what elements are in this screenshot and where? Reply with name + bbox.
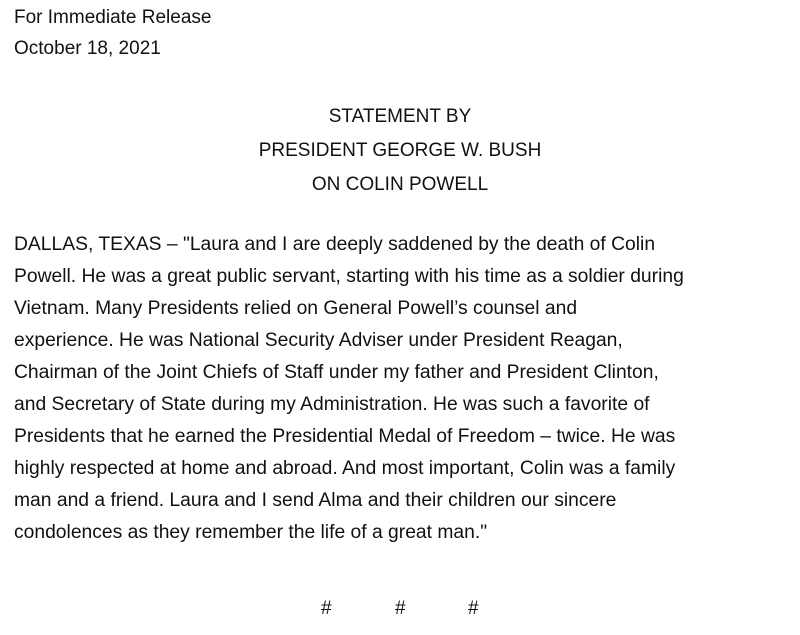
press-release-document <box>14 0 789 635</box>
body-line: DALLAS, TEXAS – "Laura and I are deeply saddened by the death of Colin <box>14 234 656 255</box>
title-line-1: STATEMENT BY <box>328 106 472 127</box>
body-line: Powell. He was a great public servant, starting with his time as a soldier during <box>14 266 684 287</box>
title-line-2: PRESIDENT GEORGE W. BUSH <box>258 140 542 161</box>
statement-title <box>14 100 786 202</box>
body-line: Chairman of the Joint Chiefs of Staff under my father and President Clinton, <box>14 362 659 383</box>
body-line: Vietnam. Many Presidents relied on General Powell’s counsel and <box>14 298 578 319</box>
body-line: experience. He was National Security Adviser under President Reagan, <box>14 330 623 351</box>
title-line-3: ON COLIN POWELL <box>311 174 489 195</box>
end-mark: # <box>395 598 406 619</box>
release-label: For Immediate Release <box>14 7 212 28</box>
end-mark: # <box>468 598 479 619</box>
body-line: highly respected at home and abroad. And most important, Colin was a family <box>14 458 676 479</box>
body-line: Presidents that he earned the Presidential Medal of Freedom – twice. He was <box>14 426 676 447</box>
release-date: October 18, 2021 <box>14 38 161 59</box>
statement-body <box>14 229 786 549</box>
body-line: condolences as they remember the life of a great man." <box>14 522 488 543</box>
end-marks <box>14 593 786 625</box>
body-line: and Secretary of State during my Administration. He was such a favorite of <box>14 394 650 415</box>
end-mark: # <box>321 598 332 619</box>
body-line: man and a friend. Laura and I send Alma and their children our sincere <box>14 490 617 511</box>
release-header <box>14 2 211 64</box>
